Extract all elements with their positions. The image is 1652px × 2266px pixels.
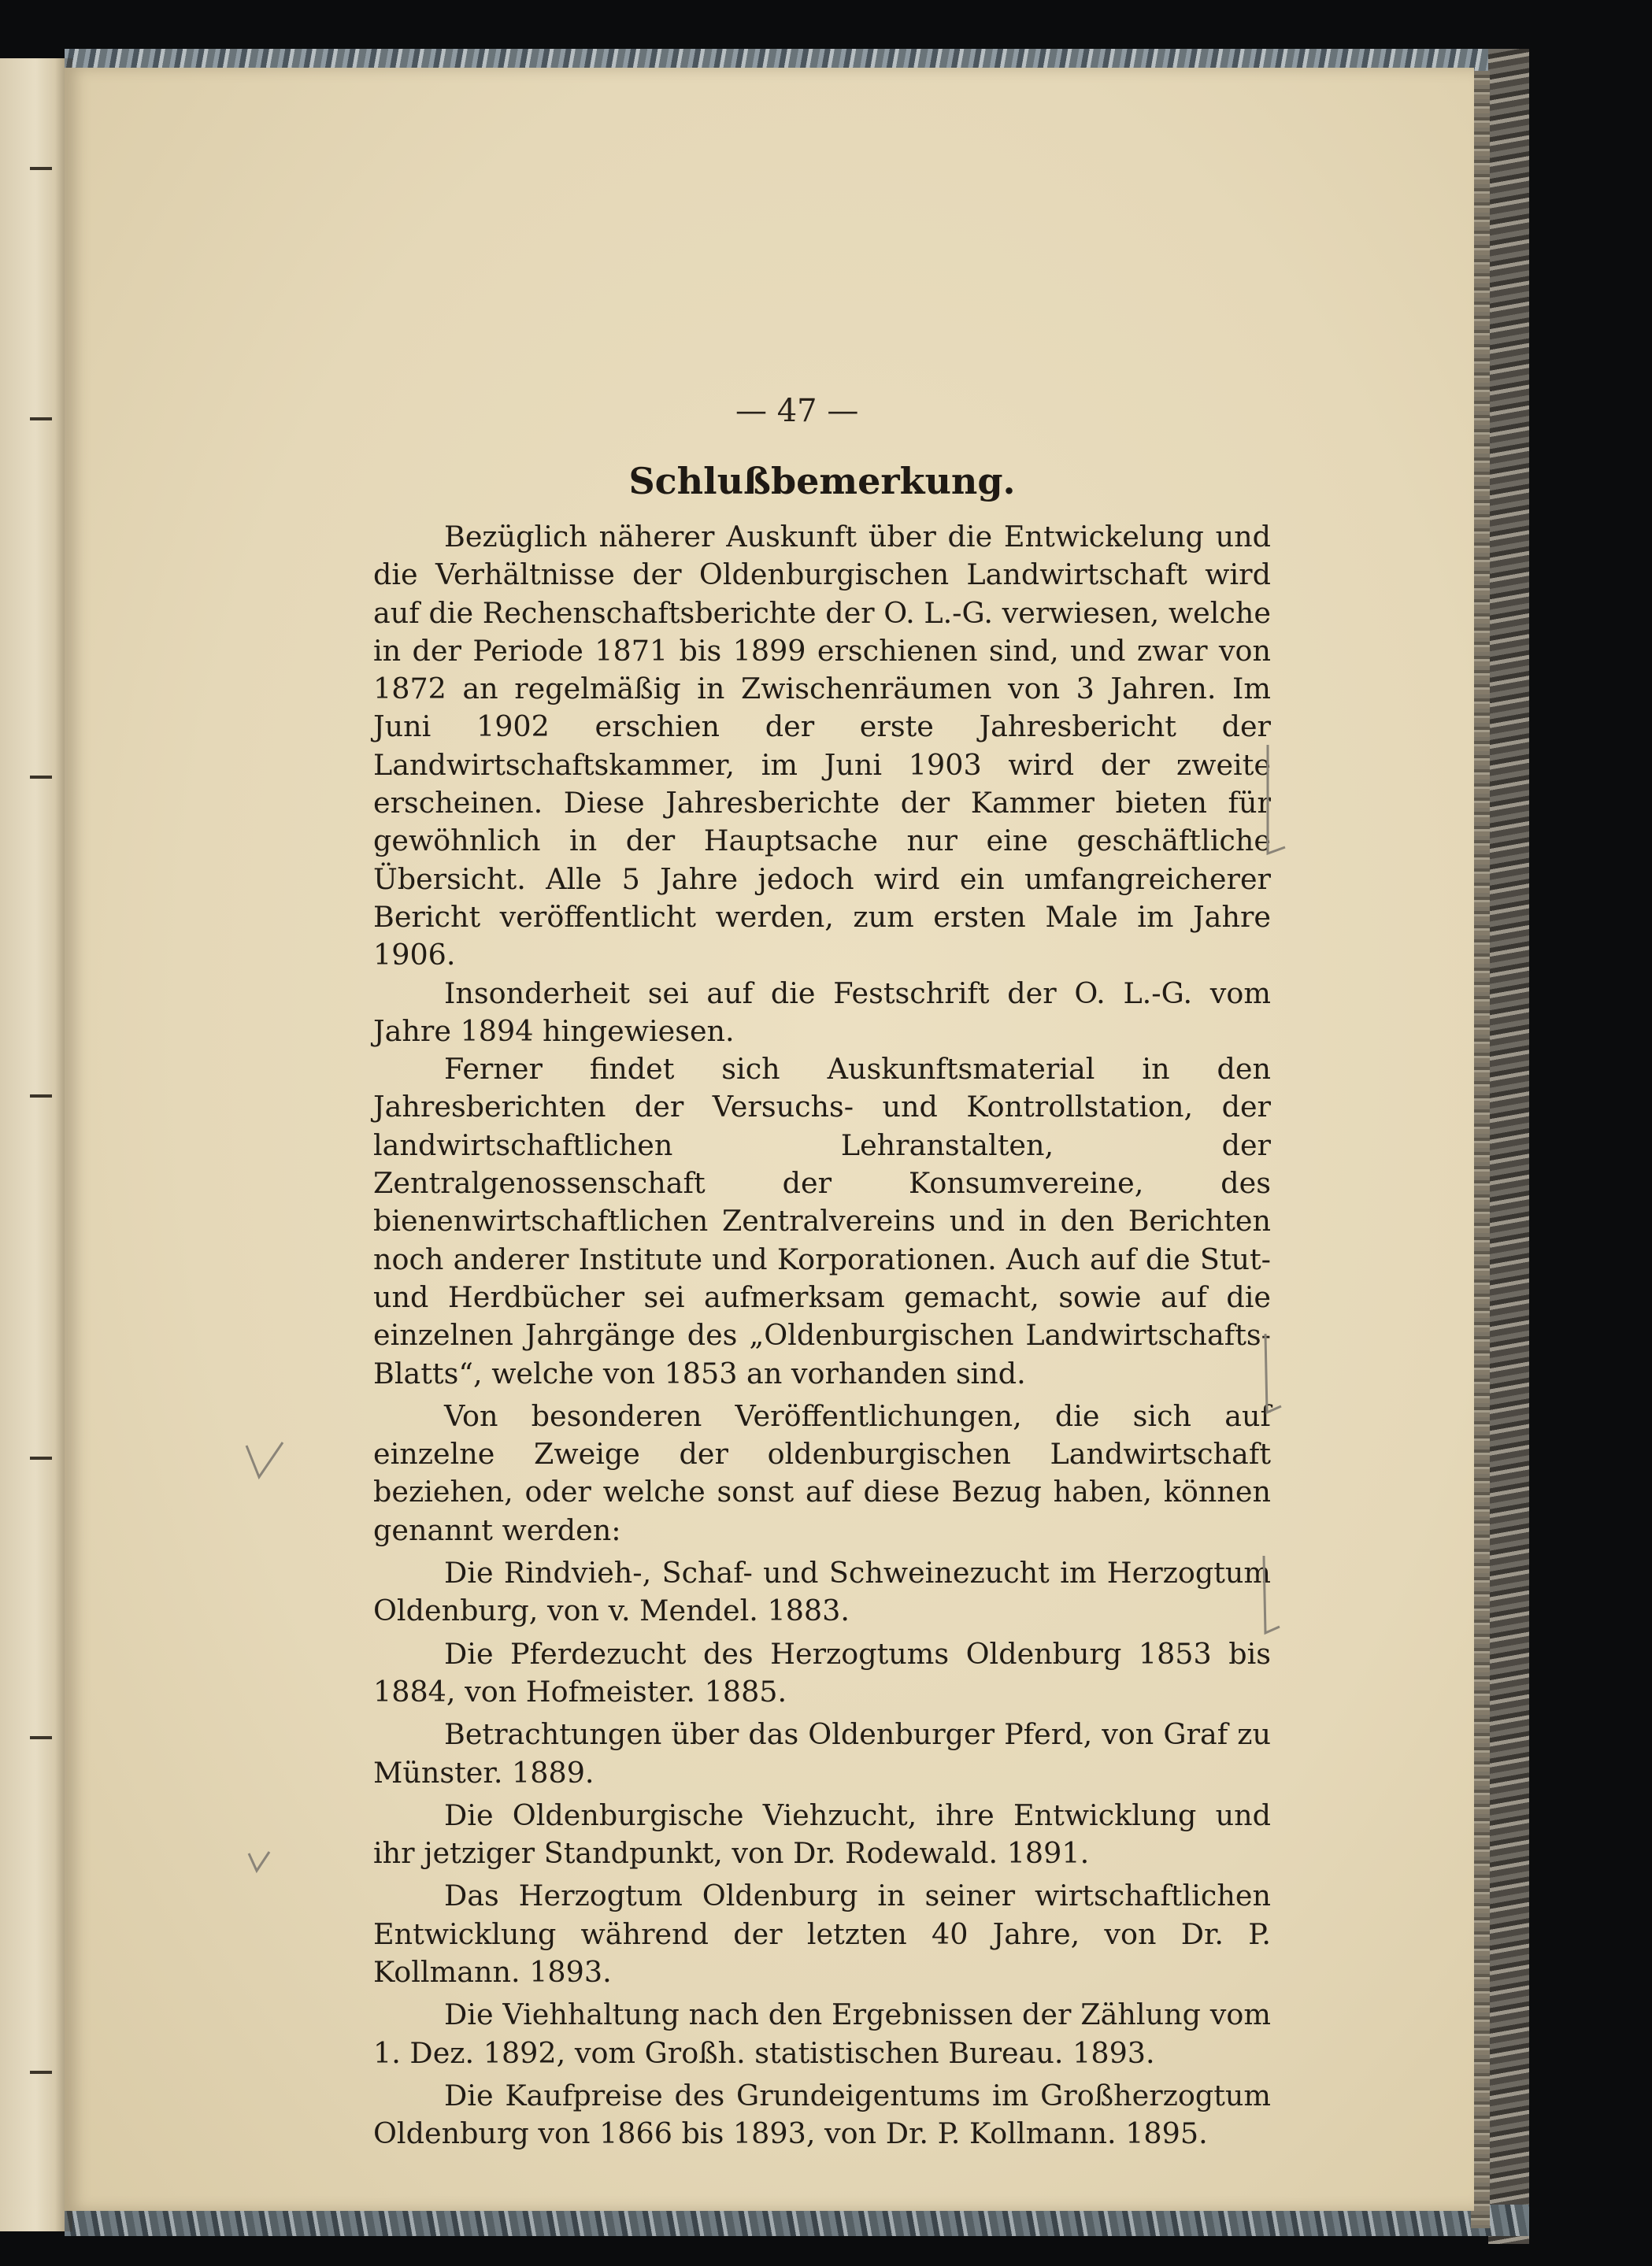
bibliography-entry: Die Viehhaltung nach den Ergebnissen der Zählung vom 1. Dez. 1892, vom Großh. statistischen Bureau. 1893. <box>373 1998 1271 2070</box>
binding-stitch <box>30 1457 52 1460</box>
binding-stitch <box>30 1736 52 1739</box>
bibliography-entry: Betrachtungen über das Oldenburger Pferd, von Graf zu Münster. 1889. <box>373 1717 1271 1790</box>
bibliography-entry: Die Pferdezucht des Herzogtums Oldenburg 1853 bis 1884, von Hofmeister. 1885. <box>373 1636 1271 1709</box>
paragraph: Insonderheit sei auf die Festschrift der O. L.-G. vom Jahre 1894 hingewiesen. <box>373 976 1271 1048</box>
binding-stitch <box>30 2071 52 2074</box>
binding-stitch <box>30 167 52 170</box>
paragraph: Bezüglich näherer Auskunft über die Entwickelung und die Verhältnisse der Oldenburgischen Landwirtschaft wird auf die Rechenschaftsberichte der O. L.-G. verwiesen, welche in der Periode 1871 bis 1899 erschienen sind, und zwar von 1872 an regelmäßig in Zwischenräumen von 3 Jahren. Im Juni 1902 erschien der erste Jahresbericht der Landwirtschaftskammer, im Juni 1903 wird der zweite erscheinen. Diese Jahresberichte der Kammer bieten für gewöhnlich in der Hauptsache nur eine geschäftliche Übersicht. Alle 5 Jahre jedoch wird ein umfangreicherer Bericht veröffentlicht werden, zum ersten Male im Jahre 1906. <box>373 520 1271 972</box>
page-number: — 47 — <box>735 393 859 429</box>
pencil-checkmark <box>242 1438 289 1485</box>
bibliography-entry: Die Kaufpreise des Grundeigentums im Großherzogtum Oldenburg von 1866 bis 1893, von Dr. P. Kollmann. 1895. <box>373 2078 1271 2151</box>
bibliography-entry: Die Oldenburgische Viehzucht, ihre Entwicklung und ihr jetziger Standpunkt, von Dr. Rodewald. 1891. <box>373 1798 1271 1871</box>
pencil-checkmark <box>246 1847 277 1879</box>
binding-stitch <box>30 776 52 779</box>
paragraph: Von besonderen Veröffentlichungen, die sich auf einzelne Zweige der oldenburgischen Landwirtschaft beziehen, oder welche sonst auf diese Bezug haben, können genannt werden: <box>373 1398 1271 1547</box>
page-heading: Schlußbemerkung. <box>628 460 1016 502</box>
bibliography-entry: Das Herzogtum Oldenburg in seiner wirtschaftlichen Entwicklung während der letzten 40 Jahre, von Dr. P. Kollmann. 1893. <box>373 1879 1271 1989</box>
body-text <box>373 518 1271 2153</box>
binding-stitch <box>30 417 52 420</box>
pencil-mark <box>1258 1327 1289 1422</box>
paragraph: Ferner findet sich Auskunftsmaterial in den Jahresberichten der Versuchs- und Kontrollstation, der landwirtschaftlichen Lehranstalten, der Zentralgenossenschaft der Konsumvereine, des bienenwirtschaftlichen Zentralvereins und in den Berichten noch anderer Institute und Korporationen. Auch auf die Stut- und Herdbücher sei aufmerksam gemacht, sowie auf die einzelnen Jahrgänge des „Oldenburgischen Landwirtschafts-Blatts“, welche von 1853 an vorhanden sind. <box>373 1052 1271 1390</box>
bibliography-entry: Die Rindvieh-, Schaf- und Schweinezucht im Herzogtum Oldenburg, von v. Mendel. 1883. <box>373 1556 1271 1628</box>
right-page <box>65 68 1474 2211</box>
pencil-mark <box>1261 737 1293 863</box>
cover-board-right <box>1488 49 1529 2244</box>
pencil-mark <box>1258 1548 1289 1642</box>
binding-stitch <box>30 1094 52 1098</box>
